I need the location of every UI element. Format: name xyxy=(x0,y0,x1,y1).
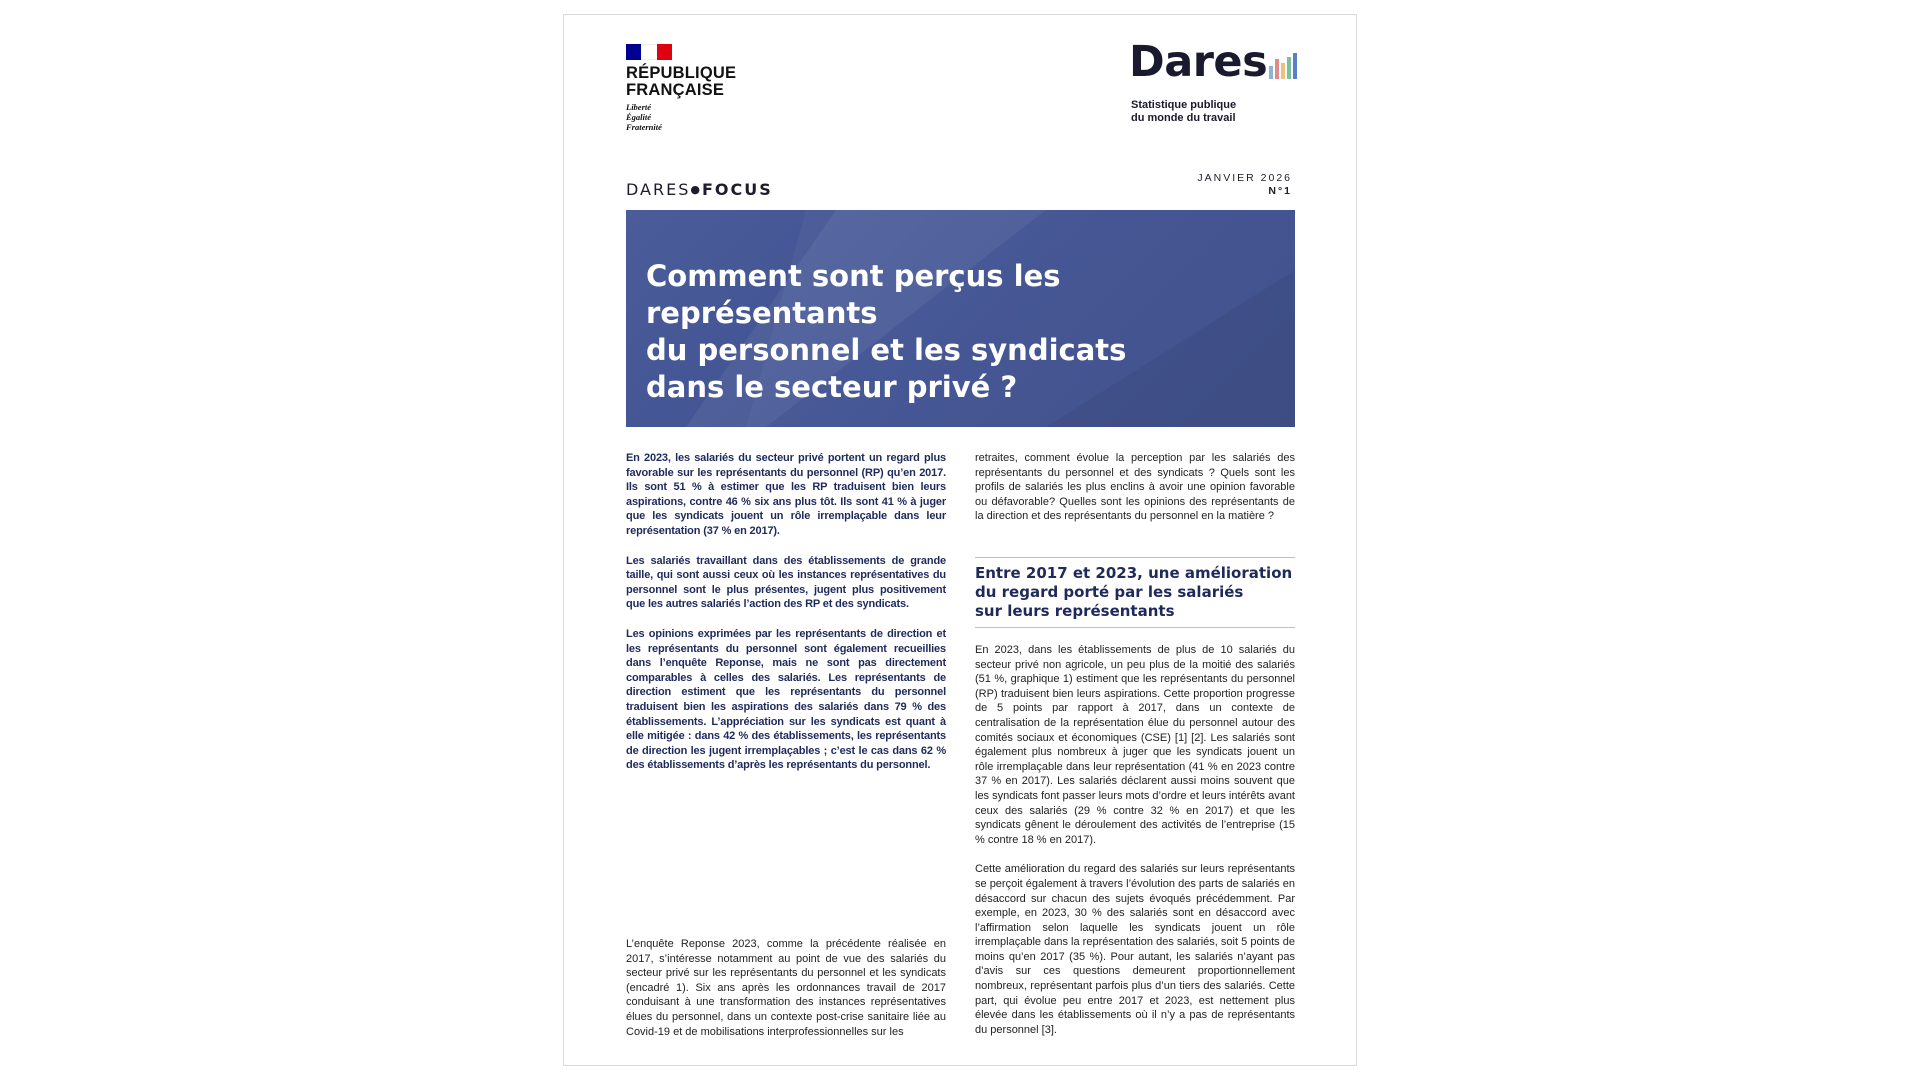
issue-info xyxy=(1197,172,1292,198)
section-body xyxy=(975,643,1295,1037)
summary-paragraph: En 2023, les salariés du secteur privé portent un regard plus favorable sur les représentants du personnel (RP) qu’en 2017. Ils sont 51 % à estimer que les RP traduisent bien leurs aspirations, contre 46 % six ans plus tôt. Ils sont 41 % à juger que les syndicats jouent un rôle irremplaçable dans leur représentation (37 % en 2017). xyxy=(626,452,946,537)
issue-date: JANVIER 2026 xyxy=(1197,172,1292,184)
summary-block xyxy=(626,451,946,773)
document-title: Comment sont perçus les représentants du personnel et les syndicats dans le secteur privé ? xyxy=(646,259,1127,404)
document-page xyxy=(563,14,1357,1066)
french-flag-icon xyxy=(626,44,672,60)
logo-bar xyxy=(1281,63,1285,79)
title-banner xyxy=(626,210,1295,427)
flag-red xyxy=(657,44,672,60)
body-paragraph: En 2023, dans les établissements de plus de 10 salariés du secteur privé non agricole, un peu plus de la moitié des salariés (51 %, graphique 1) estiment que les représentants du personnel (RP) traduisent bien leurs aspirations. Cette proportion progresse de 5 points par rapport à 2017, dans un contexte de centralisation de la représentation élue du personnel autour des comités sociaux et économiques (CSE) [1] [2]. Les salariés sont également plus nombreux à juger que les syndicats jouent un rôle irremplaçable dans leur représentation (41 % en 2023 contre 37 % en 2017). Les salariés déclarent aussi moins souvent que les syndicats font passer leurs mots d’ordre et leurs intérêts avant ceux des salariés (29 % contre 32 % en 2017) et que les syndicats gênent le déroulement des activités de l’entreprise (15 % contre 18 % en 2017). xyxy=(975,644,1295,846)
logo-bar xyxy=(1275,59,1279,79)
section-heading: Entre 2017 et 2023, une amélioration du regard porté par les salariés sur leurs représentants xyxy=(975,557,1295,628)
flag-white xyxy=(641,44,656,60)
logo-bar xyxy=(1269,66,1273,79)
body-paragraph: Cette amélioration du regard des salariés sur leurs représentants se perçoit également à travers l’évolution des parts de salariés en désaccord sur chacun des sujets évoqués précédemment. Par exemple, en 2023, 30 % des salariés sont en désaccord avec l’affirmation selon laquelle les syndicats jouent un rôle irremplaçable dans la représentation des salariés, soit 5 points de moins qu’en 2017 (35 %). Pour autant, les salariés n’ayant pas d’avis sur ces questions demeurent proportionnellement nombreux, représentant parfois plus d’un tiers des salariés. Cette part, qui évolue peu entre 2017 et 2023, est nettement plus élevée dans les établissements où il n’y a pas de représentants du personnel [3]. xyxy=(975,863,1295,1036)
logo-bar xyxy=(1293,53,1297,79)
republique-francaise-logo xyxy=(626,44,736,132)
series-name: DARES●FOCUS xyxy=(626,180,773,199)
bar-chart-icon xyxy=(1269,53,1299,79)
republique-name: RÉPUBLIQUE FRANÇAISE xyxy=(626,64,737,99)
flag-blue xyxy=(626,44,641,60)
summary-paragraph: Les opinions exprimées par les représentants de direction et les représentants du personnel sont également recueillies dans l’enquête Reponse, mais ne sont pas directement comparables à celles des salariés. Les représentants de direction estiment que les représentants du personnel traduisent bien les aspirations des salariés dans 79 % des établissements. L’appréciation sur les syndicats est quant à elle mitigée : dans 42 % des établissements, les représentants de direction les jugent irremplaçables ; c’est le cas dans 62 % des établissements d’après les représentants du personnel. xyxy=(626,627,946,772)
intro-left-text: L’enquête Reponse 2023, comme la précédente réalisée en 2017, s’intéresse notamment au point de vue des salariés du secteur privé sur les représentants du personnel et les syndicats (encadré 1). Six ans après les ordonnances travail de 2017 conduisant à une transformation des instances représentatives élues du personnel, dans un contexte post-crise sanitaire liée au Covid-19 et de mobilisations interprofessionnelles sur les xyxy=(626,938,946,1038)
summary-paragraph: Les salariés travaillant dans des établissements de grande taille, qui sont aussi ceux où les instances représentatives du personnel sont le plus présentes, jugent plus positivement que les autres salariés l’action des RP et des syndicats. xyxy=(626,554,946,611)
issue-number: N°1 xyxy=(1268,185,1292,197)
republique-motto: Liberté Égalité Fraternité xyxy=(626,102,662,132)
series-dot: ● xyxy=(690,183,702,196)
intro-right-text: retraites, comment évolue la perception par les salariés des représentants du personnel et des syndicats ? Quels sont les profils de salariés les plus enclins à avoir une opinion favorable ou défavorable? Quelles sont les opinions des représentants de la direction et des représentants du personnel en la matière ? xyxy=(975,452,1295,523)
dares-logo xyxy=(1129,37,1304,124)
dares-tagline: Statistique publique du monde du travail xyxy=(1131,99,1237,124)
dares-wordmark: Dares xyxy=(1129,37,1268,87)
logo-bar xyxy=(1287,57,1291,79)
